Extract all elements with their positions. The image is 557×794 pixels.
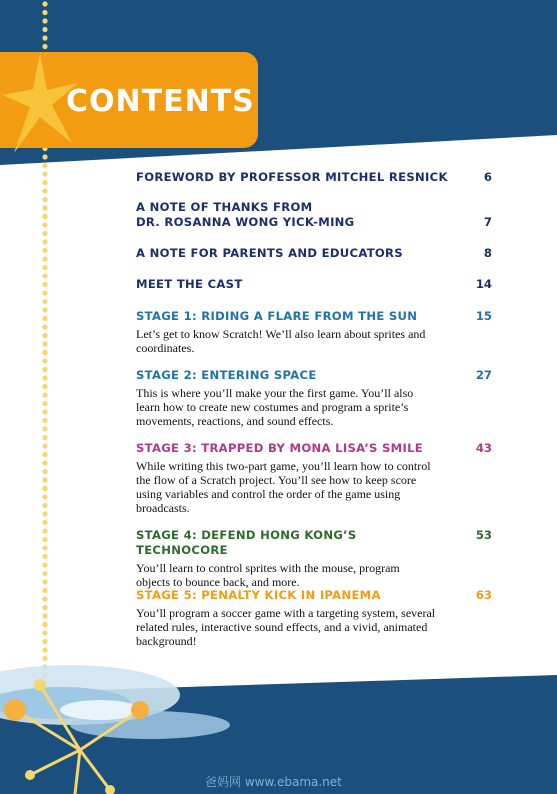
dot-mark (42, 273, 47, 278)
dot-mark (42, 239, 47, 244)
toc-entry-stage-2 (136, 368, 492, 428)
dot-mark (42, 477, 47, 482)
dot-mark (42, 401, 47, 406)
dot-mark (42, 324, 47, 329)
dot-mark (42, 214, 47, 219)
dot-mark (42, 197, 47, 202)
dot-mark (42, 350, 47, 355)
dot-mark (42, 639, 47, 644)
toc-entry-page: 6 (483, 170, 492, 184)
toc-entry-meet-the-cast (136, 277, 492, 292)
dot-mark (42, 579, 47, 584)
dot-mark (42, 605, 47, 610)
toc-entry-stage-1 (136, 309, 492, 355)
toc-entry-title: STAGE 2: ENTERING SPACE (136, 368, 317, 382)
toc-entry-page: 15 (475, 309, 492, 323)
toc-entry-description: This is where you’ll make your the first game. You’ll also learn how to create new costumes and program a sprite’s movements, reactions, and sound effects. (136, 386, 414, 428)
dot-mark (42, 418, 47, 423)
toc-entry-stage-5 (136, 588, 492, 648)
toc-entry-title: STAGE 3: TRAPPED BY MONA LISA’S SMILE (136, 441, 424, 455)
dot-mark (42, 163, 47, 168)
dot-mark (42, 375, 47, 380)
toc-entry-page: 7 (483, 215, 492, 229)
dot-mark (42, 537, 47, 542)
dot-mark (42, 503, 47, 508)
dot-mark (42, 571, 47, 576)
dot-mark (42, 358, 47, 363)
dot-mark (42, 27, 47, 32)
dot-mark (42, 554, 47, 559)
dot-mark (42, 171, 47, 176)
toc-entry-title-line2: DR. ROSANNA WONG YICK-MING (136, 215, 355, 229)
dot-mark (42, 443, 47, 448)
dot-mark (42, 316, 47, 321)
dot-mark (42, 333, 47, 338)
dot-mark (42, 528, 47, 533)
dot-mark (42, 384, 47, 389)
dot-mark (42, 180, 47, 185)
toc-entry-foreword (136, 170, 492, 185)
dot-mark (42, 248, 47, 253)
toc-entry-page: 27 (475, 368, 492, 382)
dot-mark (42, 188, 47, 193)
dot-mark (42, 10, 47, 15)
dot-mark (42, 409, 47, 414)
dot-mark (42, 341, 47, 346)
dot-mark (42, 290, 47, 295)
toc-entry-stage-4 (136, 528, 492, 589)
toc-entry-description: While writing this two-part game, you’ll learn how to control the flow of a Scratch project. You’ll see how to keep score using variables and control the order of the game using broadcasts. (136, 459, 431, 515)
dot-mark (42, 222, 47, 227)
dot-mark (42, 545, 47, 550)
toc-entry-parents-educators (136, 246, 492, 261)
toc-entry-page: 8 (483, 246, 492, 260)
dot-mark (42, 647, 47, 652)
dot-mark (42, 588, 47, 593)
dot-mark (42, 452, 47, 457)
dot-mark (42, 367, 47, 372)
dot-mark (42, 520, 47, 525)
toc-entry-title: MEET THE CAST (136, 277, 243, 291)
dot-mark (42, 205, 47, 210)
dot-mark (42, 282, 47, 287)
toc-entry-title: A NOTE FOR PARENTS AND EDUCATORS (136, 246, 403, 260)
dot-mark (42, 426, 47, 431)
toc-entry-title: STAGE 1: RIDING A FLARE FROM THE SUN (136, 309, 418, 323)
dot-mark (42, 630, 47, 635)
dot-mark (42, 562, 47, 567)
dot-mark (42, 596, 47, 601)
dot-mark (42, 622, 47, 627)
dot-mark (42, 35, 47, 40)
dot-mark (42, 256, 47, 261)
dot-mark (42, 511, 47, 516)
dot-mark (42, 469, 47, 474)
toc-entry-title: STAGE 5: PENALTY KICK IN IPANEMA (136, 588, 381, 602)
toc-entry-title: FOREWORD BY PROFESSOR MITCHEL RESNICK (136, 170, 448, 184)
toc-entry-page: 14 (475, 277, 492, 291)
watermark-text: 爸妈网 www.ebama.net (205, 775, 342, 789)
toc-entry-note-of-thanks (136, 200, 492, 230)
toc-entry-page: 53 (475, 528, 492, 542)
dot-mark (42, 231, 47, 236)
dot-mark (42, 435, 47, 440)
dot-mark (42, 1, 47, 6)
dot-mark (42, 494, 47, 499)
page-title: CONTENTS (66, 84, 255, 119)
toc-entry-description: You’ll learn to control sprites with the mouse, program objects to bounce back, and more. (136, 561, 400, 589)
toc-entry-title-line1: A NOTE OF THANKS FROM (136, 200, 313, 214)
dot-mark (42, 18, 47, 23)
toc-entry-page: 63 (475, 588, 492, 602)
toc-entry-description: Let’s get to know Scratch! We’ll also learn about sprites and coordinates. (136, 327, 426, 355)
toc-entry-title: STAGE 4: DEFEND HONG KONG’S TECHNOCORE (136, 528, 357, 557)
dot-mark (42, 299, 47, 304)
dot-mark (42, 307, 47, 312)
toc-entry-stage-3 (136, 441, 492, 515)
dot-mark (42, 392, 47, 397)
dot-mark (42, 613, 47, 618)
toc-entry-page: 43 (475, 441, 492, 455)
dot-mark (42, 265, 47, 270)
toc-entry-description: You’ll program a soccer game with a targeting system, several related rules, interactive sound effects, and a vivid, animated background! (136, 606, 436, 648)
dot-mark (42, 486, 47, 491)
dot-mark (42, 460, 47, 465)
